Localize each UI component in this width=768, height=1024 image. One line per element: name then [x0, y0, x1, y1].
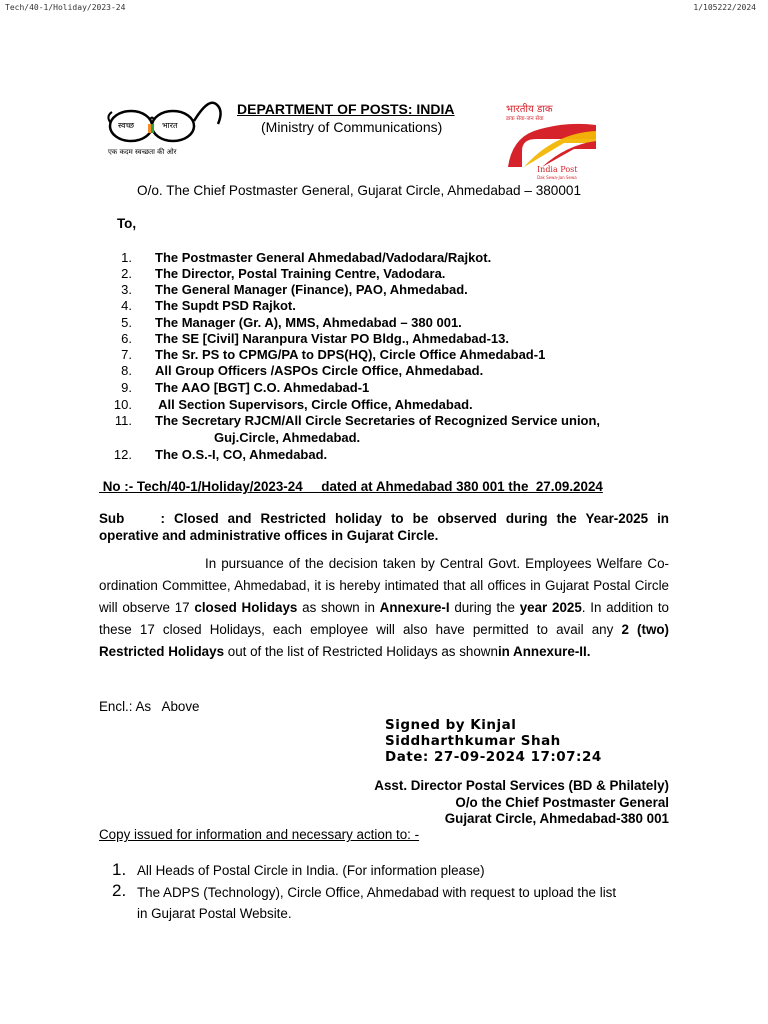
recipient-number: 2. [121, 266, 132, 281]
recipient-text: The SE [Civil] Naranpura Vistar PO Bldg., Ahmedabad-13. [155, 331, 509, 346]
swachh-word: स्वच्छ [118, 121, 135, 130]
ministry-subtitle: (Ministry of Communications) [261, 119, 443, 135]
document-reference-header: Tech/40-1/Holiday/2023-24 [5, 3, 126, 12]
recipient-text: The Supdt PSD Rajkot. [155, 298, 296, 313]
signatory-office: O/o the Chief Postmaster General [455, 795, 669, 810]
body-text: as shown in [297, 600, 380, 615]
office-address: O/o. The Chief Postmaster General, Gujarat Circle, Ahmedabad – 380001 [137, 183, 582, 198]
bharat-word: भारत [162, 121, 178, 130]
body-bold-text: closed Holidays [194, 600, 298, 615]
digital-signature-name: Signed by Kinjal [385, 717, 517, 733]
copy-number: 1. [112, 860, 127, 879]
signatory-designation: Asst. Director Postal Services (BD & Philately) [374, 778, 669, 793]
copy-text-continuation: in Gujarat Postal Website. [137, 906, 292, 921]
recipient-text: The Postmaster General Ahmedabad/Vadodara/Rajkot. [155, 250, 492, 265]
recipient-number: 8. [121, 363, 132, 378]
recipient-number: 3. [121, 282, 132, 297]
recipient-text: The General Manager (Finance), PAO, Ahmedabad. [155, 282, 468, 297]
india-post-label: India Post [537, 165, 578, 174]
recipient-number: 5. [121, 315, 132, 330]
swachh-bharat-logo [100, 98, 228, 162]
india-post-hindi: भारतीय डाक [506, 104, 553, 115]
digital-signature-date: Date: 27-09-2024 17:07:24 [385, 749, 602, 765]
recipient-text-continuation: Guj.Circle, Ahmedabad. [214, 430, 361, 445]
to-label: To, [117, 216, 137, 231]
letter-reference-line: No :- Tech/40-1/Holiday/2023-24 dated at Ahmedabad 380 001 the 27.09.2024 [99, 479, 603, 494]
recipient-number: 4. [121, 298, 132, 313]
document-number-header: 1/105222/2024 [693, 3, 756, 12]
body-text: In pursuance of the decision taken by Central Govt. Employees Welfare Co-ordination Committee, Ahmedabad, it is hereby intimated that all offices in Gujarat Postal Circle will observe 17 [99, 556, 669, 615]
india-post-emblem-icon [504, 111, 600, 167]
india-post-hindi-sub: डाक सेवा-जन सेवा [506, 116, 544, 122]
recipient-number: 6. [121, 331, 132, 346]
recipient-number: 11. [114, 413, 132, 428]
recipient-text: All Section Supervisors, Circle Office, Ahmedabad. [155, 397, 473, 412]
recipient-text: All Group Officers /ASPOs Circle Office, Ahmedabad. [155, 363, 484, 378]
recipient-text: The Sr. PS to CPMG/PA to DPS(HQ), Circle Office Ahmedabad-1 [155, 347, 546, 362]
swachh-tagline: एक कदम स्वच्छता की ओर [108, 148, 177, 156]
annexure-i-reference: Annexure-I [379, 600, 450, 615]
recipient-text: The Director, Postal Training Centre, Vadodara. [155, 266, 446, 281]
copy-heading: Copy issued for information and necessary action to: - [99, 827, 420, 842]
body-paragraph [99, 553, 669, 663]
copy-number: 2. [112, 881, 127, 900]
recipient-text: The O.S.-I, CO, Ahmedabad. [155, 447, 328, 462]
body-text: during the [449, 600, 520, 615]
annexure-ii-reference: in Annexure-II. [497, 644, 591, 659]
digital-signature-name-2: Siddharthkumar Shah [385, 733, 561, 749]
recipient-number: 10. [113, 397, 132, 412]
department-title: DEPARTMENT OF POSTS: INDIA [237, 101, 455, 117]
india-post-sub: Dak Sewa-Jan Sewa [537, 175, 577, 180]
subject-line-2: operative and administrative offices in Gujarat Circle. [99, 528, 439, 543]
body-text: out of the list of Restricted Holidays as shown [224, 644, 498, 659]
recipient-number: 12. [113, 447, 132, 462]
recipient-text: The Secretary RJCM/All Circle Secretaries of Recognized Service union, [155, 413, 601, 428]
body-text: . In addition to these 17 closed Holidays, each employee will also have permitted to avail any [99, 600, 670, 637]
enclosure-note: Encl.: As Above [99, 699, 200, 714]
recipient-text: The AAO [BGT] C.O. Ahmedabad-1 [155, 380, 370, 395]
recipient-number: 1. [121, 250, 132, 265]
body-bold-text: year 2025 [519, 600, 582, 615]
body-bold-text: 2 (two) Restricted Holidays [99, 622, 669, 659]
copy-text: The ADPS (Technology), Circle Office, Ahmedabad with request to upload the list [137, 885, 617, 900]
recipient-number: 9. [121, 380, 132, 395]
copy-text: All Heads of Postal Circle in India. (For information please) [137, 863, 485, 878]
recipient-text: The Manager (Gr. A), MMS, Ahmedabad – 380 001. [155, 315, 462, 330]
india-post-logo [500, 101, 600, 181]
signatory-address: Gujarat Circle, Ahmedabad-380 001 [444, 811, 669, 826]
recipient-number: 7. [121, 347, 132, 362]
subject-line-1: Sub : Closed and Restricted holiday to be observed during the Year-2025 in [99, 511, 669, 526]
